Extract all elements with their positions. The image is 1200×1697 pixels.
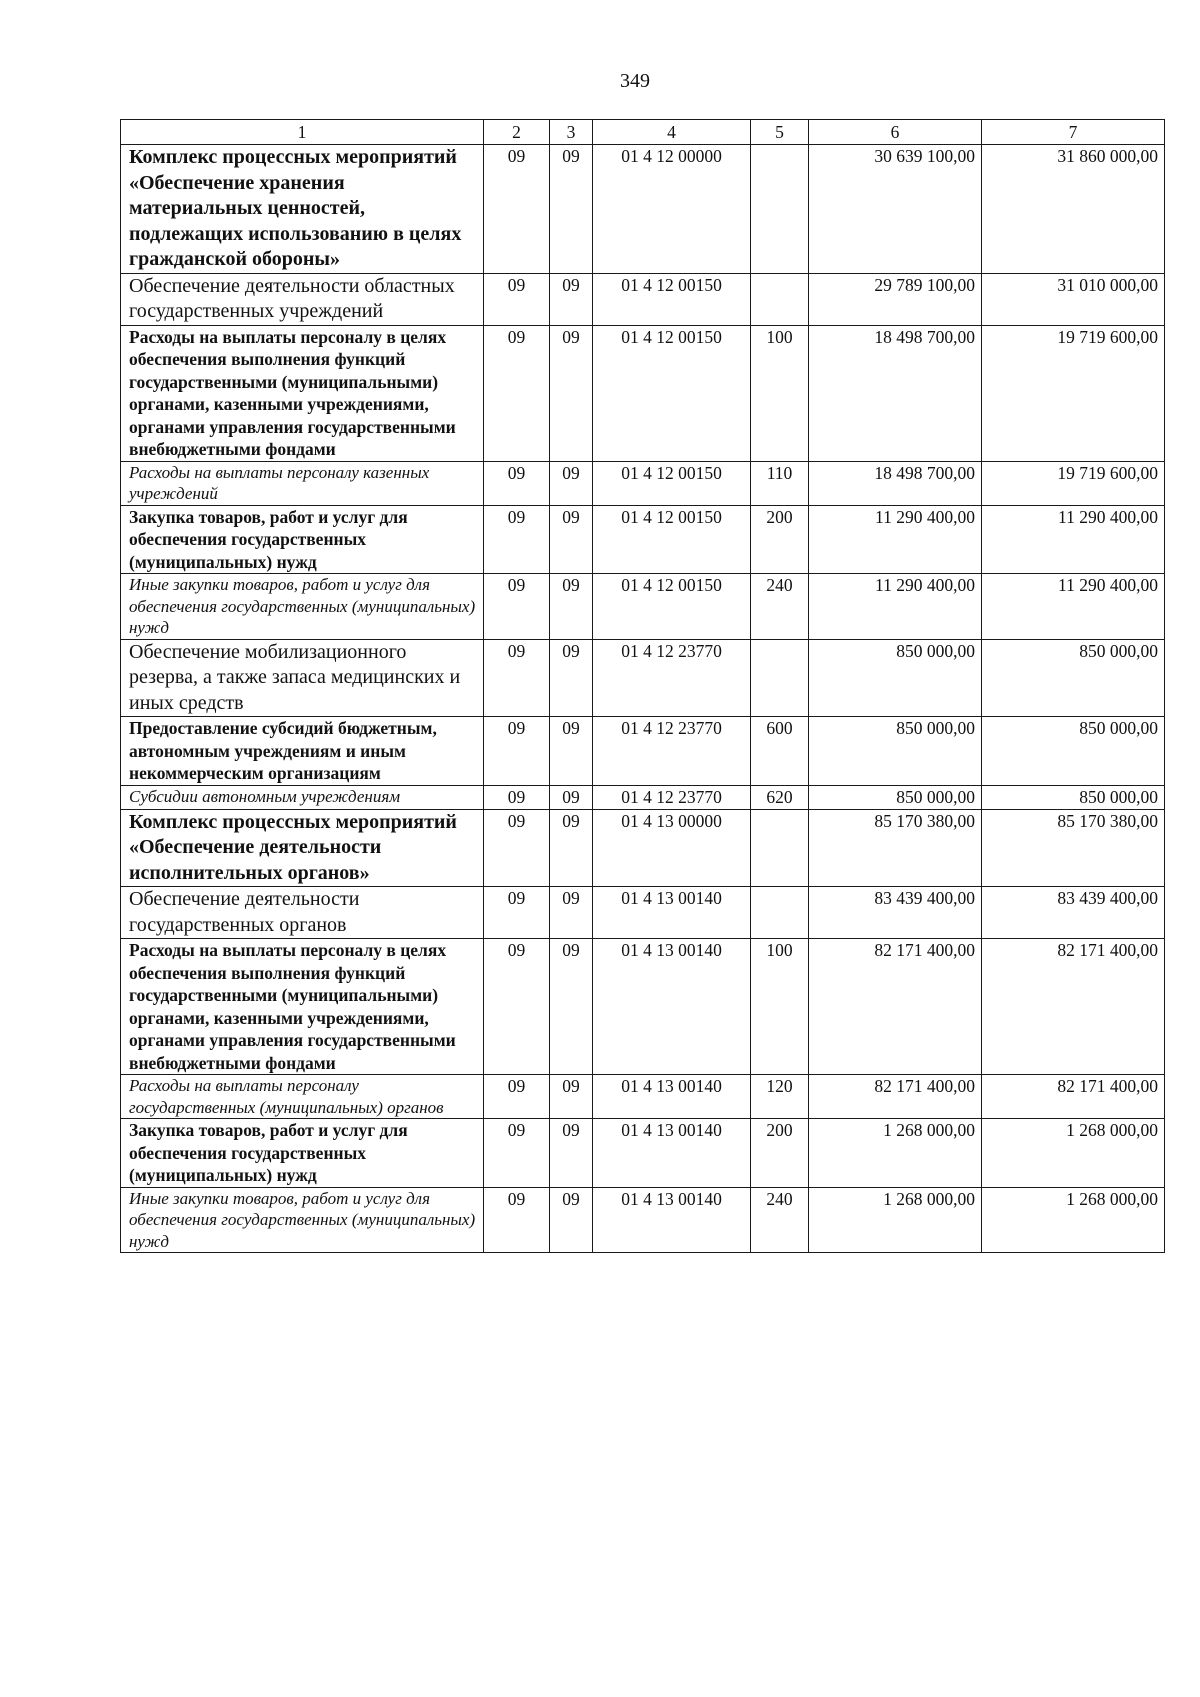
page-number: 349	[620, 70, 650, 92]
section-code-cell: 09	[484, 785, 550, 809]
amount-col6-cell: 850 000,00	[809, 639, 982, 717]
table-row	[121, 1187, 1165, 1253]
table-row	[121, 145, 1165, 274]
amount-col7-cell: 1 268 000,00	[982, 1119, 1165, 1188]
amount-col7-cell: 11 290 400,00	[982, 574, 1165, 640]
item-name-cell: Расходы на выплаты персоналу государственных (муниципальных) органов	[121, 1075, 484, 1119]
amount-col6-cell: 85 170 380,00	[809, 809, 982, 887]
subsection-code-cell: 09	[550, 325, 593, 461]
table-row	[121, 273, 1165, 325]
subsection-code-cell: 09	[550, 273, 593, 325]
expense-type-cell	[751, 809, 809, 887]
amount-col7-cell: 850 000,00	[982, 785, 1165, 809]
item-name-cell: Иные закупки товаров, работ и услуг для обеспечения государственных (муниципальных) нужд	[121, 1187, 484, 1253]
target-article-cell: 01 4 13 00140	[593, 939, 751, 1075]
item-name-cell: Субсидии автономным учреждениям	[121, 785, 484, 809]
amount-col7-cell: 31 860 000,00	[982, 145, 1165, 274]
target-article-cell: 01 4 12 00000	[593, 145, 751, 274]
subsection-code-cell: 09	[550, 505, 593, 574]
expense-type-cell	[751, 273, 809, 325]
target-article-cell: 01 4 13 00140	[593, 1075, 751, 1119]
amount-col6-cell: 30 639 100,00	[809, 145, 982, 274]
expense-type-cell: 110	[751, 461, 809, 505]
target-article-cell: 01 4 12 00150	[593, 273, 751, 325]
item-name-cell: Обеспечение деятельности государственных органов	[121, 887, 484, 939]
amount-col7-cell: 850 000,00	[982, 639, 1165, 717]
expense-type-cell: 200	[751, 505, 809, 574]
expense-type-cell	[751, 887, 809, 939]
subsection-code-cell: 09	[550, 639, 593, 717]
target-article-cell: 01 4 12 23770	[593, 785, 751, 809]
table-row	[121, 1075, 1165, 1119]
subsection-code-cell: 09	[550, 574, 593, 640]
target-article-cell: 01 4 13 00000	[593, 809, 751, 887]
amount-col7-cell: 31 010 000,00	[982, 273, 1165, 325]
subsection-code-cell: 09	[550, 887, 593, 939]
amount-col7-cell: 85 170 380,00	[982, 809, 1165, 887]
item-name-cell: Обеспечение мобилизационного резерва, а также запаса медицинских и иных средств	[121, 639, 484, 717]
section-code-cell: 09	[484, 887, 550, 939]
target-article-cell: 01 4 12 00150	[593, 574, 751, 640]
amount-col7-cell: 850 000,00	[982, 717, 1165, 786]
section-code-cell: 09	[484, 145, 550, 274]
section-code-cell: 09	[484, 1075, 550, 1119]
item-name-cell: Обеспечение деятельности областных государственных учреждений	[121, 273, 484, 325]
item-name-cell: Иные закупки товаров, работ и услуг для обеспечения государственных (муниципальных) нужд	[121, 574, 484, 640]
section-code-cell: 09	[484, 461, 550, 505]
amount-col6-cell: 850 000,00	[809, 717, 982, 786]
expense-type-cell: 600	[751, 717, 809, 786]
table-row	[121, 785, 1165, 809]
expense-type-cell: 100	[751, 939, 809, 1075]
table-row	[121, 809, 1165, 887]
amount-col7-cell: 82 171 400,00	[982, 1075, 1165, 1119]
table-row	[121, 574, 1165, 640]
table-row	[121, 461, 1165, 505]
item-name-cell: Расходы на выплаты персоналу в целях обеспечения выполнения функций государственными (муниципальными) органами, казенными учреждениями, органами управления государственными внебюджетными фондами	[121, 939, 484, 1075]
target-article-cell: 01 4 12 00150	[593, 505, 751, 574]
target-article-cell: 01 4 13 00140	[593, 1187, 751, 1253]
target-article-cell: 01 4 12 00150	[593, 325, 751, 461]
item-name-cell: Расходы на выплаты персоналу казенных учреждений	[121, 461, 484, 505]
table-row	[121, 1119, 1165, 1188]
amount-col6-cell: 18 498 700,00	[809, 461, 982, 505]
amount-col7-cell: 1 268 000,00	[982, 1187, 1165, 1253]
item-name-cell: Комплекс процессных мероприятий «Обеспечение хранения материальных ценностей, подлежащих использованию в целях гражданской обороны»	[121, 145, 484, 274]
subsection-code-cell: 09	[550, 717, 593, 786]
item-name-cell: Закупка товаров, работ и услуг для обеспечения государственных (муниципальных) нужд	[121, 1119, 484, 1188]
subsection-code-cell: 09	[550, 1075, 593, 1119]
expense-type-cell	[751, 145, 809, 274]
expense-type-cell: 620	[751, 785, 809, 809]
column-header: 3	[550, 120, 593, 145]
expense-type-cell: 100	[751, 325, 809, 461]
subsection-code-cell: 09	[550, 785, 593, 809]
amount-col6-cell: 11 290 400,00	[809, 505, 982, 574]
subsection-code-cell: 09	[550, 461, 593, 505]
subsection-code-cell: 09	[550, 809, 593, 887]
budget-table	[120, 119, 1165, 1253]
section-code-cell: 09	[484, 939, 550, 1075]
column-header: 5	[751, 120, 809, 145]
amount-col6-cell: 1 268 000,00	[809, 1187, 982, 1253]
table-row	[121, 505, 1165, 574]
amount-col6-cell: 18 498 700,00	[809, 325, 982, 461]
amount-col6-cell: 11 290 400,00	[809, 574, 982, 640]
table-row	[121, 639, 1165, 717]
subsection-code-cell: 09	[550, 145, 593, 274]
table-row	[121, 325, 1165, 461]
table-row	[121, 717, 1165, 786]
subsection-code-cell: 09	[550, 1119, 593, 1188]
target-article-cell: 01 4 12 23770	[593, 717, 751, 786]
amount-col6-cell: 850 000,00	[809, 785, 982, 809]
section-code-cell: 09	[484, 325, 550, 461]
target-article-cell: 01 4 13 00140	[593, 887, 751, 939]
target-article-cell: 01 4 13 00140	[593, 1119, 751, 1188]
item-name-cell: Предоставление субсидий бюджетным, автономным учреждениям и иным некоммерческим организациям	[121, 717, 484, 786]
column-header: 7	[982, 120, 1165, 145]
column-header: 4	[593, 120, 751, 145]
amount-col6-cell: 29 789 100,00	[809, 273, 982, 325]
item-name-cell: Комплекс процессных мероприятий «Обеспечение деятельности исполнительных органов»	[121, 809, 484, 887]
amount-col6-cell: 1 268 000,00	[809, 1119, 982, 1188]
item-name-cell: Закупка товаров, работ и услуг для обеспечения государственных (муниципальных) нужд	[121, 505, 484, 574]
expense-type-cell: 200	[751, 1119, 809, 1188]
subsection-code-cell: 09	[550, 939, 593, 1075]
section-code-cell: 09	[484, 505, 550, 574]
column-number-header-row	[121, 120, 1165, 145]
expense-type-cell: 240	[751, 574, 809, 640]
column-header: 2	[484, 120, 550, 145]
amount-col6-cell: 83 439 400,00	[809, 887, 982, 939]
column-header: 1	[121, 120, 484, 145]
amount-col7-cell: 83 439 400,00	[982, 887, 1165, 939]
target-article-cell: 01 4 12 00150	[593, 461, 751, 505]
section-code-cell: 09	[484, 1119, 550, 1188]
amount-col7-cell: 11 290 400,00	[982, 505, 1165, 574]
section-code-cell: 09	[484, 273, 550, 325]
column-header: 6	[809, 120, 982, 145]
section-code-cell: 09	[484, 574, 550, 640]
table-row	[121, 939, 1165, 1075]
subsection-code-cell: 09	[550, 1187, 593, 1253]
table-body	[121, 120, 1165, 1253]
target-article-cell: 01 4 12 23770	[593, 639, 751, 717]
expense-type-cell: 120	[751, 1075, 809, 1119]
expense-type-cell	[751, 639, 809, 717]
table-row	[121, 887, 1165, 939]
amount-col6-cell: 82 171 400,00	[809, 1075, 982, 1119]
section-code-cell: 09	[484, 717, 550, 786]
amount-col7-cell: 19 719 600,00	[982, 461, 1165, 505]
section-code-cell: 09	[484, 639, 550, 717]
section-code-cell: 09	[484, 809, 550, 887]
amount-col6-cell: 82 171 400,00	[809, 939, 982, 1075]
expense-type-cell: 240	[751, 1187, 809, 1253]
amount-col7-cell: 19 719 600,00	[982, 325, 1165, 461]
amount-col7-cell: 82 171 400,00	[982, 939, 1165, 1075]
item-name-cell: Расходы на выплаты персоналу в целях обеспечения выполнения функций государственными (муниципальными) органами, казенными учреждениями, органами управления государственными внебюджетными фондами	[121, 325, 484, 461]
section-code-cell: 09	[484, 1187, 550, 1253]
